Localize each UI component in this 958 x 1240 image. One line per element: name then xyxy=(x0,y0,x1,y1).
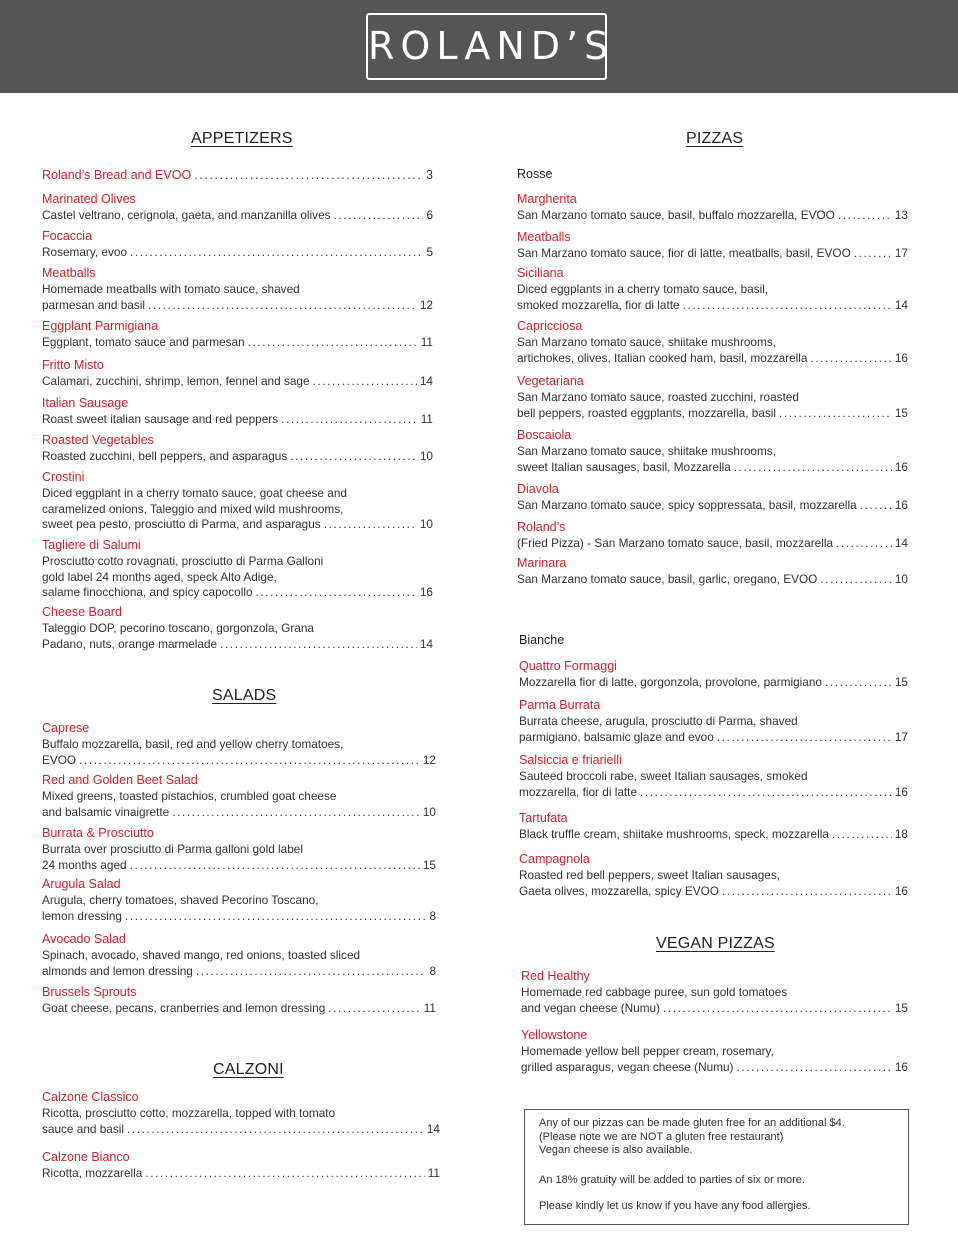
item-name-tagliere-di-salumi: Tagliere di Salumi xyxy=(42,538,141,552)
item-price: 6 xyxy=(426,208,433,222)
pizzas-title: PIZZAS xyxy=(686,130,744,147)
leader-dots xyxy=(148,298,417,312)
item-price: 15 xyxy=(894,675,908,689)
item-description-line: San Marzano tomato sauce, shiitake mushrooms, xyxy=(517,335,776,349)
item-price: 14 xyxy=(894,297,908,312)
item-description-line: Goat cheese, pecans, cranberries and lemon dressing xyxy=(42,1001,326,1015)
item-description-line: parmigiano, balsamic glaze and evoo xyxy=(519,729,714,744)
item-price: 11 xyxy=(423,1001,436,1015)
item-price: 8 xyxy=(429,908,436,923)
item-price: 16 xyxy=(894,1059,908,1074)
item-description-row xyxy=(42,298,433,312)
item-description-row xyxy=(42,449,433,463)
item-price: 10 xyxy=(422,804,436,819)
item-price: 16 xyxy=(894,498,908,512)
item-description-line: Calamari, zucchini, shrimp, lemon, fennel and sage xyxy=(42,374,310,388)
item-price: 18 xyxy=(894,827,908,841)
item-description-row xyxy=(42,335,433,349)
item-description-line: gold label 24 months aged, speck Alto Adige, xyxy=(42,569,277,584)
item-price: 13 xyxy=(894,208,908,222)
item-name-italian-sausage: Italian Sausage xyxy=(42,396,129,410)
item-description-line: bell peppers, roasted eggplants, mozzarella, basil xyxy=(517,405,777,420)
item-description-line: Roasted red bell peppers, sweet Italian sausages, xyxy=(519,868,781,882)
note-allergies: Please kindly let us know if you have any food allergies. xyxy=(539,1200,811,1212)
item-description-line: San Marzano tomato sauce, fior di latte, meatballs, basil, EVOO xyxy=(517,246,851,260)
item-description-line: and balsamic vinaigrette xyxy=(42,804,170,819)
leader-dots xyxy=(196,964,427,978)
leader-dots xyxy=(79,753,420,767)
item-description-line: Spinach, avocado, shaved mango, red onions, toasted sliced xyxy=(42,948,361,962)
item-description-row xyxy=(519,675,908,689)
item-price: 3 xyxy=(426,168,433,182)
leader-dots xyxy=(722,884,892,898)
item-description-row xyxy=(42,858,436,872)
calzoni-title: CALZONI xyxy=(213,1061,284,1078)
item-description-row xyxy=(519,730,908,744)
item-description-line: Diced eggplant in a cherry tomato sauce, goat cheese and xyxy=(42,486,347,500)
item-name-meatballs: Meatballs xyxy=(517,230,571,244)
item-name-meatballs: Meatballs xyxy=(42,266,96,280)
item-price: 10 xyxy=(894,572,908,586)
item-price: 16 xyxy=(894,784,908,799)
item-name-roland-s: Roland’s xyxy=(517,520,566,534)
leader-dots xyxy=(779,406,892,420)
item-description-line: Ricotta, prosciutto cotto, mozzarella, topped with tomato xyxy=(42,1106,336,1120)
item-description-row xyxy=(42,1001,436,1015)
item-description-line: sauce and basil xyxy=(42,1121,124,1136)
item-description-line: parmesan and basil xyxy=(42,297,145,312)
item-price: 10 xyxy=(419,517,433,531)
leader-dots xyxy=(313,374,417,388)
item-price: 11 xyxy=(420,412,433,426)
leader-dots xyxy=(324,517,417,531)
note-gluten-free: Any of our pizzas can be made gluten free for an additional $4. xyxy=(539,1117,845,1129)
item-name-eggplant-parmigiana: Eggplant Parmigiana xyxy=(42,319,159,333)
item-name-quattro-formaggi: Quattro Formaggi xyxy=(519,659,617,673)
item-description-line: Ricotta, mozzarella xyxy=(42,1166,143,1180)
leader-dots xyxy=(820,572,892,586)
item-name-calzone-bianco: Calzone Bianco xyxy=(42,1150,130,1164)
item-description-line: sweet pea pesto, prosciutto di Parma, and asparagus xyxy=(42,517,321,531)
item-description-row xyxy=(42,1166,440,1180)
item-price: 15 xyxy=(422,857,436,872)
rosse-label: Rosse xyxy=(517,167,553,181)
item-description-line: Buffalo mozzarella, basil, red and yellow cherry tomatoes, xyxy=(42,737,344,751)
item-description-row xyxy=(519,884,908,898)
item-description-row xyxy=(42,374,433,388)
item-name-yellowstone: Yellowstone xyxy=(521,1028,588,1042)
item-description-line: mozzarella, fior di latte xyxy=(519,784,638,799)
item-description-row xyxy=(517,460,908,474)
item-price: 5 xyxy=(426,245,433,259)
item-description-line: Gaeta olives, mozzarella, spicy EVOO xyxy=(519,883,719,898)
leader-dots xyxy=(248,335,418,349)
item-description-line: caramelized onions, Taleggio and mixed wild mushrooms, xyxy=(42,501,344,516)
note-not-gluten-free: (Please note we are NOT a gluten free restaurant) xyxy=(539,1130,784,1143)
leader-dots xyxy=(734,460,892,474)
item-name-siciliana: Siciliana xyxy=(517,266,564,280)
item-name-red-healthy: Red Healthy xyxy=(521,969,590,983)
item-name-tartufata: Tartufata xyxy=(519,811,568,825)
leader-dots xyxy=(281,412,418,426)
note-gratuity: An 18% gratuity will be added to parties of six or more. xyxy=(539,1173,805,1186)
item-description-row xyxy=(517,498,908,512)
item-name-roasted-vegetables: Roasted Vegetables xyxy=(42,433,154,447)
item-description-row xyxy=(42,637,433,651)
leader-dots xyxy=(683,298,892,312)
item-name-brussels-sprouts: Brussels Sprouts xyxy=(42,985,137,999)
note-vegan-cheese: Vegan cheese is also available. xyxy=(539,1144,693,1156)
item-description-row xyxy=(42,964,436,978)
item-description-line: Black truffle cream, shiitake mushrooms, speck, mozzarella xyxy=(519,827,829,841)
item-description-line: Prosciutto cotto rovagnati, prosciutto di Parma Galloni xyxy=(42,554,324,568)
item-price: 16 xyxy=(419,585,433,599)
item-description-row xyxy=(517,246,908,260)
item-price: 15 xyxy=(894,405,908,420)
item-name-margherita: Margherita xyxy=(517,192,577,206)
item-price: 11 xyxy=(427,1166,440,1180)
leader-dots xyxy=(145,1166,424,1180)
item-description-row xyxy=(42,517,433,531)
item-name-arugula-salad: Arugula Salad xyxy=(42,877,121,891)
item-description-row xyxy=(42,208,433,222)
item-description-row xyxy=(42,909,436,923)
item-description-line: Homemade yellow bell pepper cream, rosemary, xyxy=(521,1044,774,1058)
restaurant-logo: ROLAND’S xyxy=(366,13,607,80)
item-price: 11 xyxy=(420,335,433,349)
item-description-row xyxy=(521,1001,908,1015)
item-price: 17 xyxy=(894,729,908,744)
leader-dots xyxy=(860,498,892,512)
item-description-line: lemon dressing xyxy=(42,908,122,923)
item-description-line: Mixed greens, toasted pistachios, crumbled goat cheese xyxy=(42,789,337,803)
item-description-line: Taleggio DOP, pecorino toscano, gorgonzola, Grana xyxy=(42,621,314,635)
item-name-parma-burrata: Parma Burrata xyxy=(519,698,601,712)
item-name-fritto-misto: Fritto Misto xyxy=(42,358,104,372)
item-price: 14 xyxy=(419,374,433,388)
leader-dots xyxy=(334,208,424,222)
item-description-line: San Marzano tomato sauce, roasted zucchini, roasted xyxy=(517,390,799,404)
header-banner xyxy=(0,0,958,93)
item-description-row xyxy=(42,805,436,819)
item-price: 16 xyxy=(894,459,908,474)
item-name-salsiccia-e-friarielli: Salsiccia e friarielli xyxy=(519,753,622,767)
item-description-line: Eggplant, tomato sauce and parmesan xyxy=(42,335,245,349)
item-description-row xyxy=(517,351,908,365)
item-name-crostini: Crostini xyxy=(42,470,85,484)
item-description-line: Roasted zucchini, bell peppers, and asparagus xyxy=(42,449,288,463)
item-price: 12 xyxy=(422,752,436,767)
leader-dots xyxy=(194,168,423,182)
leader-dots xyxy=(127,1122,424,1136)
item-description-line: salame finocchiona, and spicy capocollo xyxy=(42,585,253,599)
item-description-line: Rosemary, evoo xyxy=(42,245,128,259)
item-description-row xyxy=(517,572,908,586)
leader-dots xyxy=(854,246,892,260)
item-name-text: Roland’s Bread and EVOO xyxy=(42,168,192,182)
item-price: 16 xyxy=(894,350,908,365)
leader-dots xyxy=(810,351,891,365)
item-description-row xyxy=(517,298,908,312)
item-name-diavola: Diavola xyxy=(517,482,559,496)
item-description-line: Diced eggplants in a cherry tomato sauce, basil, xyxy=(517,282,769,296)
item-description-line: San Marzano tomato sauce, basil, garlic, oregano, EVOO xyxy=(517,572,818,586)
item-price: 16 xyxy=(894,883,908,898)
item-price: 15 xyxy=(894,1000,908,1015)
item-description-line: Padano, nuts, orange marmelade xyxy=(42,636,218,651)
item-description-row xyxy=(42,1122,440,1136)
item-name-red-and-golden-beet-salad: Red and Golden Beet Salad xyxy=(42,773,198,787)
item-description-line: Burrata cheese, arugula, prosciutto di Parma, shaved xyxy=(519,714,798,728)
item-description-row xyxy=(42,585,433,599)
item-name-burrata-prosciutto: Burrata & Prosciutto xyxy=(42,826,154,840)
item-description-line: San Marzano tomato sauce, spicy soppressata, basil, mozzarella xyxy=(517,498,857,512)
item-description-row xyxy=(519,785,908,799)
item-description-row xyxy=(521,1060,908,1074)
item-name-vegetariana: Vegetariana xyxy=(517,374,584,388)
leader-dots xyxy=(328,1001,420,1015)
leader-dots xyxy=(130,858,420,872)
item-price: 17 xyxy=(894,246,908,260)
salads-title: SALADS xyxy=(212,687,277,704)
item-name-marinara: Marinara xyxy=(517,556,567,570)
item-description-line: EVOO xyxy=(42,752,77,767)
item-price: 8 xyxy=(429,963,436,978)
item-name-marinated-olives: Marinated Olives xyxy=(42,192,136,206)
item-description-line: Sauteed broccoli rabe, sweet Italian sausages, smoked xyxy=(519,769,808,783)
item-description-line: sweet Italian sausages, basil, Mozzarella xyxy=(517,459,731,474)
leader-dots xyxy=(836,536,892,550)
item-description-line: Castel veltrano, cerignola, gaeta, and manzanilla olives xyxy=(42,208,331,222)
item-description-line: (Fried Pizza) - San Marzano tomato sauce, basil, mozzarella xyxy=(517,536,834,550)
item-description-line: Homemade meatballs with tomato sauce, shaved xyxy=(42,282,300,296)
item-name-campagnola: Campagnola xyxy=(519,852,590,866)
leader-dots xyxy=(825,675,892,689)
leader-dots xyxy=(832,827,892,841)
item-price: 14 xyxy=(419,636,433,651)
item-description-line: 24 months aged xyxy=(42,857,127,872)
item-description-line: Burrata over prosciutto di Parma galloni gold label xyxy=(42,842,303,856)
vegan-pizzas-title: VEGAN PIZZAS xyxy=(656,935,775,952)
item-description-line: San Marzano tomato sauce, shiitake mushrooms, xyxy=(517,444,776,458)
item-price: 10 xyxy=(419,449,433,463)
item-description-row xyxy=(42,753,436,767)
item-description-line: and vegan cheese (Numu) xyxy=(521,1000,661,1015)
item-description-line: Mozzarella fior di latte, gorgonzola, provolone, parmigiano xyxy=(519,675,822,689)
item-description-row xyxy=(517,406,908,420)
item-description-line: San Marzano tomato sauce, basil, buffalo mozzarella, EVOO xyxy=(517,208,835,222)
leader-dots xyxy=(663,1001,892,1015)
item-description-line: Roast sweet italian sausage and red peppers xyxy=(42,412,279,426)
leader-dots xyxy=(640,785,892,799)
item-price: 14 xyxy=(894,536,908,550)
appetizers-title: APPETIZERS xyxy=(191,130,293,147)
item-name-avocado-salad: Avocado Salad xyxy=(42,932,126,946)
item-description-line: Arugula, cherry tomatoes, shaved Pecorino Toscano, xyxy=(42,893,319,907)
item-description-line: smoked mozzarella, fior di latte xyxy=(517,297,680,312)
leader-dots xyxy=(125,909,426,923)
item-description-row xyxy=(42,412,433,426)
leader-dots xyxy=(220,637,417,651)
leader-dots xyxy=(130,245,423,259)
item-description-row xyxy=(517,208,908,222)
item-description-row xyxy=(42,245,433,259)
item-description-row xyxy=(517,536,908,550)
leader-dots xyxy=(290,449,417,463)
item-name-cheese-board: Cheese Board xyxy=(42,605,122,619)
leader-dots xyxy=(838,208,892,222)
item-name-capricciosa: Capricciosa xyxy=(517,319,583,333)
notes-box xyxy=(524,1109,909,1225)
item-name-calzone-classico: Calzone Classico xyxy=(42,1090,139,1104)
item-description-line: grilled asparagus, vegan cheese (Numu) xyxy=(521,1059,734,1074)
leader-dots xyxy=(717,730,892,744)
item-name-focaccia: Focaccia xyxy=(42,229,93,243)
item-description-line: almonds and lemon dressing xyxy=(42,963,193,978)
item-description-line: artichokes, olives, Italian cooked ham, basil, mozzarella xyxy=(517,350,808,365)
leader-dots xyxy=(736,1060,891,1074)
item-description-line: Homemade red cabbage puree, sun gold tomatoes xyxy=(521,985,788,999)
item-name-roland-s-bread-and-evoo xyxy=(42,168,433,182)
item-name-boscaiola: Boscaiola xyxy=(517,428,572,442)
leader-dots xyxy=(172,805,420,819)
bianche-label: Bianche xyxy=(519,633,565,647)
item-name-caprese: Caprese xyxy=(42,721,90,735)
item-description-row xyxy=(519,827,908,841)
leader-dots xyxy=(256,585,417,599)
item-price: 14 xyxy=(426,1121,440,1136)
item-price: 12 xyxy=(419,297,433,312)
